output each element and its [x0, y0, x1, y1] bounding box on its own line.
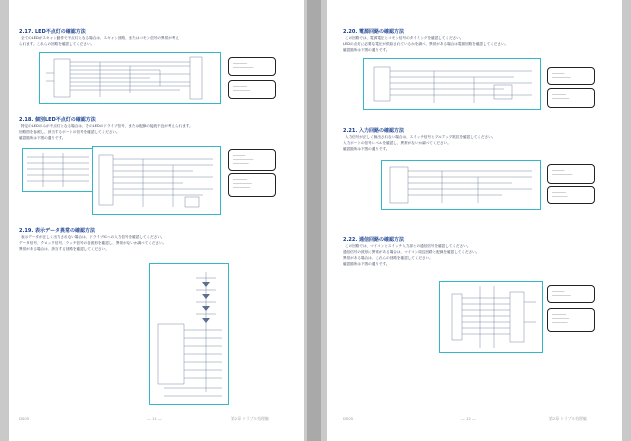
- section-body-line: 入力ポートの信号レベルを確認し、異常がないか調べてください。: [343, 141, 451, 145]
- callout-note: ──────── ─────────────: [547, 164, 595, 184]
- callout-note: ──────── ────────────: [547, 67, 595, 85]
- callout-note: ───────── ──────────── ───────────: [228, 173, 276, 197]
- section-heading: 2.22. 通信回路の確認方法: [343, 237, 404, 243]
- callout-note: ──────── ───────────── ──────────: [228, 149, 276, 171]
- section-body-line: 表示データが正しく出力されない場合は、ドライブICへの入力信号を確認してください。: [21, 235, 165, 239]
- document-page-right: [327, 0, 622, 441]
- callout-note: ──────── ────────────: [547, 285, 595, 303]
- page-number: ― 12 ―: [461, 416, 476, 421]
- section-heading: 2.20. 電源回路の確認方法: [343, 29, 404, 35]
- section-body-line: 確認箇所は下図の通りです。: [19, 136, 66, 140]
- section-body-line: られます。これらの回路を確認してください。: [19, 42, 95, 46]
- callout-note: ───────── ───────────: [228, 80, 276, 99]
- circuit-diagram: [439, 281, 543, 353]
- section-heading: 2.18. 個別LED不点灯の確認方法: [19, 117, 96, 123]
- schematic-lines: [23, 149, 93, 191]
- schematic-lines: [382, 161, 540, 209]
- section-heading: 2.19. 表示データ異常の確認方法: [19, 228, 95, 234]
- footer-right: 第2章 トラブル処理編: [231, 416, 269, 421]
- section-body-line: この回路では、マイコンとスイッチ入力部との通信信号を確認してください。: [345, 244, 471, 248]
- section-body-line: 確認箇所は下図の通りです。: [343, 48, 390, 52]
- circuit-diagram: [363, 58, 541, 110]
- schematic-lines: [40, 53, 220, 103]
- section-body-line: この回路では、電源電圧とコモン信号のタイミングを確認してください。: [345, 36, 464, 40]
- page-number: ― 11 ―: [147, 416, 162, 421]
- section-body-line: 全てのLEDがスキャン動作で不点灯となる場合は、スキャン回路、またはコモン信号の異常が考え: [21, 36, 179, 40]
- circuit-diagram: [22, 148, 94, 192]
- section-body-line: 異常がある場合は、該当する回路を確認してください。: [19, 247, 109, 251]
- circuit-diagram: [149, 263, 229, 405]
- section-body-line: 確認箇所は下図の通りです。: [343, 262, 390, 266]
- section-body-line: 通信信号の波形に異常がある場合は、マイコン周辺回路と配線を確認してください。: [343, 250, 480, 254]
- footer-right: 第2章 トラブル処理編: [549, 416, 587, 421]
- section-body-line: 回路図を参照し、該当するポートの信号を確認してください。: [19, 130, 120, 134]
- section-heading: 2.21. 入力回路の確認方法: [343, 128, 404, 134]
- section-body-line: データ信号、クロック信号、ラッチ信号の各波形を確認し、異常がないか調べてください。: [19, 241, 167, 245]
- section-body-line: 異常がある場合は、これらの回路を確認してください。: [343, 256, 433, 260]
- section-heading: 2.17. LED不点灯の確認方法: [19, 29, 86, 35]
- callout-note: ───────── ─────────── ──────────: [547, 308, 595, 332]
- callout-note: ───────── ──────────: [547, 186, 595, 204]
- schematic-lines: [93, 147, 220, 214]
- schematic-lines: [440, 282, 542, 352]
- section-body-line: LEDの点灯に必要な電圧が供給されているかを調べ、異常がある場合は電源回路を確認してください。: [343, 42, 509, 46]
- callout-note: ───────── ───────────: [547, 88, 595, 108]
- schematic-lines: [150, 264, 228, 404]
- circuit-diagram: [39, 52, 221, 104]
- footer-left: DS05: [19, 416, 30, 421]
- document-page-left: [9, 0, 304, 441]
- circuit-diagram: [381, 160, 541, 210]
- section-body-line: 特定のLEDのみが不点灯となる場合は、そのLEDのドライブ信号、または配線の接続不良が考えられます。: [21, 124, 193, 128]
- footer-left: DS05: [343, 416, 354, 421]
- circuit-diagram: [92, 146, 221, 215]
- page-gutter: [307, 0, 321, 441]
- callout-note: ───────── ─────────────: [228, 57, 276, 76]
- schematic-lines: [364, 59, 540, 109]
- section-body-line: 確認箇所は下図の通りです。: [343, 147, 390, 151]
- section-body-line: 入力信号が正しく検出されない場合は、スイッチ信号とプルアップ抵抗を確認してください。: [345, 135, 496, 139]
